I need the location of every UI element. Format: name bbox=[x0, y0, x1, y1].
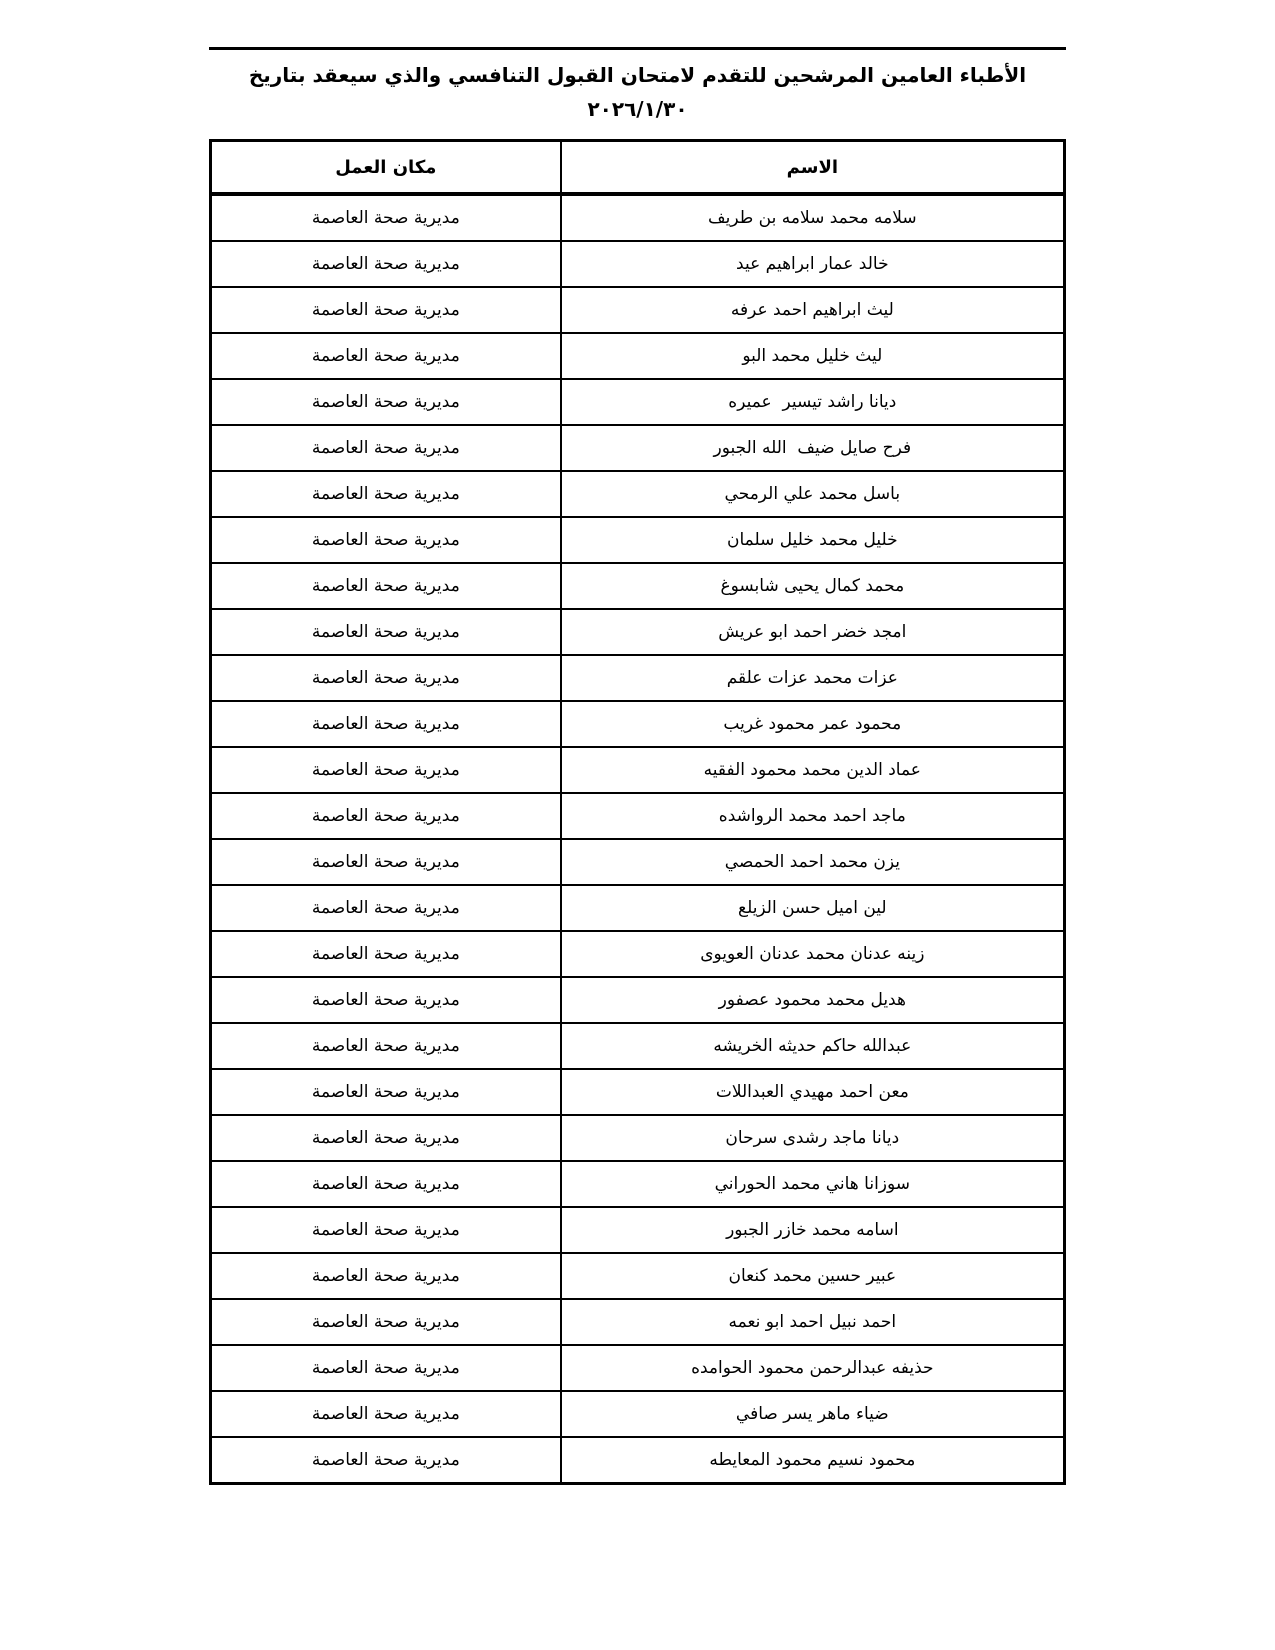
candidate-name-cell: معن احمد مهيدي العبداللات bbox=[561, 1069, 1065, 1115]
table-row bbox=[211, 1115, 1065, 1161]
workplace-cell: مديرية صحة العاصمة bbox=[211, 793, 561, 839]
candidate-name-cell: لين اميل حسن الزيلع bbox=[561, 885, 1065, 931]
candidate-name-cell: ماجد احمد محمد الرواشده bbox=[561, 793, 1065, 839]
table-row bbox=[211, 977, 1065, 1023]
workplace-cell: مديرية صحة العاصمة bbox=[211, 977, 561, 1023]
candidate-name-cell: زينه عدنان محمد عدنان العويوى bbox=[561, 931, 1065, 977]
workplace-cell: مديرية صحة العاصمة bbox=[211, 885, 561, 931]
table-body bbox=[211, 194, 1065, 1484]
workplace-cell: مديرية صحة العاصمة bbox=[211, 241, 561, 287]
workplace-cell: مديرية صحة العاصمة bbox=[211, 471, 561, 517]
candidate-name-cell: عماد الدين محمد محمود الفقيه bbox=[561, 747, 1065, 793]
workplace-cell: مديرية صحة العاصمة bbox=[211, 517, 561, 563]
table-row bbox=[211, 1299, 1065, 1345]
table-row bbox=[211, 563, 1065, 609]
table-row bbox=[211, 931, 1065, 977]
candidate-name-cell: باسل محمد علي الرمحي bbox=[561, 471, 1065, 517]
table-row bbox=[211, 655, 1065, 701]
candidate-name-cell: اسامه محمد خازر الجبور bbox=[561, 1207, 1065, 1253]
candidates-table bbox=[209, 139, 1066, 1485]
candidate-name-cell: امجد خضر احمد ابو عريش bbox=[561, 609, 1065, 655]
workplace-cell: مديرية صحة العاصمة bbox=[211, 194, 561, 241]
table-row bbox=[211, 747, 1065, 793]
table-header bbox=[211, 141, 1065, 195]
candidate-name-cell: ديانا ماجد رشدى سرحان bbox=[561, 1115, 1065, 1161]
candidate-name-cell: حذيفه عبدالرحمن محمود الحوامده bbox=[561, 1345, 1065, 1391]
workplace-cell: مديرية صحة العاصمة bbox=[211, 1299, 561, 1345]
workplace-cell: مديرية صحة العاصمة bbox=[211, 839, 561, 885]
workplace-cell: مديرية صحة العاصمة bbox=[211, 287, 561, 333]
workplace-cell: مديرية صحة العاصمة bbox=[211, 563, 561, 609]
table-row bbox=[211, 1253, 1065, 1299]
document-title-text: الأطباء العامين المرشحين للتقدم لامتحان القبول التنافسي والذي سيعقد بتاريخ bbox=[248, 63, 1027, 87]
table-row bbox=[211, 839, 1065, 885]
workplace-cell: مديرية صحة العاصمة bbox=[211, 1437, 561, 1484]
workplace-cell: مديرية صحة العاصمة bbox=[211, 747, 561, 793]
workplace-cell: مديرية صحة العاصمة bbox=[211, 1207, 561, 1253]
candidate-name-cell: ليث خليل محمد البو bbox=[561, 333, 1065, 379]
table-row bbox=[211, 1437, 1065, 1484]
table-row bbox=[211, 471, 1065, 517]
column-header-workplace: مكان العمل bbox=[211, 141, 561, 195]
table-row bbox=[211, 241, 1065, 287]
candidate-name-cell: ليث ابراهيم احمد عرفه bbox=[561, 287, 1065, 333]
workplace-cell: مديرية صحة العاصمة bbox=[211, 333, 561, 379]
column-header-name: الاسم bbox=[561, 141, 1065, 195]
workplace-cell: مديرية صحة العاصمة bbox=[211, 379, 561, 425]
header-row bbox=[211, 141, 1065, 195]
document-title bbox=[209, 58, 1066, 126]
candidate-name-cell: يزن محمد احمد الحمصي bbox=[561, 839, 1065, 885]
document-content bbox=[209, 0, 1066, 1485]
table-row bbox=[211, 609, 1065, 655]
candidate-name-cell: عبير حسين محمد كنعان bbox=[561, 1253, 1065, 1299]
workplace-cell: مديرية صحة العاصمة bbox=[211, 1253, 561, 1299]
candidate-name-cell: محمد كمال يحيى شابسوغ bbox=[561, 563, 1065, 609]
workplace-cell: مديرية صحة العاصمة bbox=[211, 1391, 561, 1437]
table-row bbox=[211, 333, 1065, 379]
workplace-cell: مديرية صحة العاصمة bbox=[211, 609, 561, 655]
table-row bbox=[211, 1161, 1065, 1207]
workplace-cell: مديرية صحة العاصمة bbox=[211, 1115, 561, 1161]
candidate-name-cell: محمود عمر محمود غريب bbox=[561, 701, 1065, 747]
workplace-cell: مديرية صحة العاصمة bbox=[211, 425, 561, 471]
workplace-cell: مديرية صحة العاصمة bbox=[211, 1023, 561, 1069]
table-row bbox=[211, 885, 1065, 931]
table-row bbox=[211, 194, 1065, 241]
workplace-cell: مديرية صحة العاصمة bbox=[211, 655, 561, 701]
candidate-name-cell: عزات محمد عزات علقم bbox=[561, 655, 1065, 701]
candidate-name-cell: احمد نبيل احمد ابو نعمه bbox=[561, 1299, 1065, 1345]
table-row bbox=[211, 701, 1065, 747]
table-row bbox=[211, 517, 1065, 563]
table-row bbox=[211, 1207, 1065, 1253]
workplace-cell: مديرية صحة العاصمة bbox=[211, 931, 561, 977]
candidate-name-cell: فرح صايل ضيف الله الجبور bbox=[561, 425, 1065, 471]
workplace-cell: مديرية صحة العاصمة bbox=[211, 1069, 561, 1115]
candidate-name-cell: سلامه محمد سلامه بن طريف bbox=[561, 194, 1065, 241]
workplace-cell: مديرية صحة العاصمة bbox=[211, 701, 561, 747]
table-row bbox=[211, 1391, 1065, 1437]
exam-date: ٢٠٢٦/١/٣٠ bbox=[587, 97, 688, 121]
title-top-rule bbox=[209, 47, 1066, 50]
table-row bbox=[211, 1345, 1065, 1391]
candidate-name-cell: محمود نسيم محمود المعايطه bbox=[561, 1437, 1065, 1484]
workplace-cell: مديرية صحة العاصمة bbox=[211, 1161, 561, 1207]
candidate-name-cell: خليل محمد خليل سلمان bbox=[561, 517, 1065, 563]
candidate-name-cell: هديل محمد محمود عصفور bbox=[561, 977, 1065, 1023]
candidate-name-cell: ضياء ماهر يسر صافي bbox=[561, 1391, 1065, 1437]
workplace-cell: مديرية صحة العاصمة bbox=[211, 1345, 561, 1391]
candidate-name-cell: ديانا راشد تيسير عميره bbox=[561, 379, 1065, 425]
table-row bbox=[211, 379, 1065, 425]
candidate-name-cell: سوزانا هاني محمد الحوراني bbox=[561, 1161, 1065, 1207]
table-row bbox=[211, 425, 1065, 471]
table-row bbox=[211, 793, 1065, 839]
table-row bbox=[211, 1023, 1065, 1069]
table-row bbox=[211, 287, 1065, 333]
table-row bbox=[211, 1069, 1065, 1115]
candidate-name-cell: عبدالله حاكم حديثه الخريشه bbox=[561, 1023, 1065, 1069]
candidate-name-cell: خالد عمار ابراهيم عيد bbox=[561, 241, 1065, 287]
